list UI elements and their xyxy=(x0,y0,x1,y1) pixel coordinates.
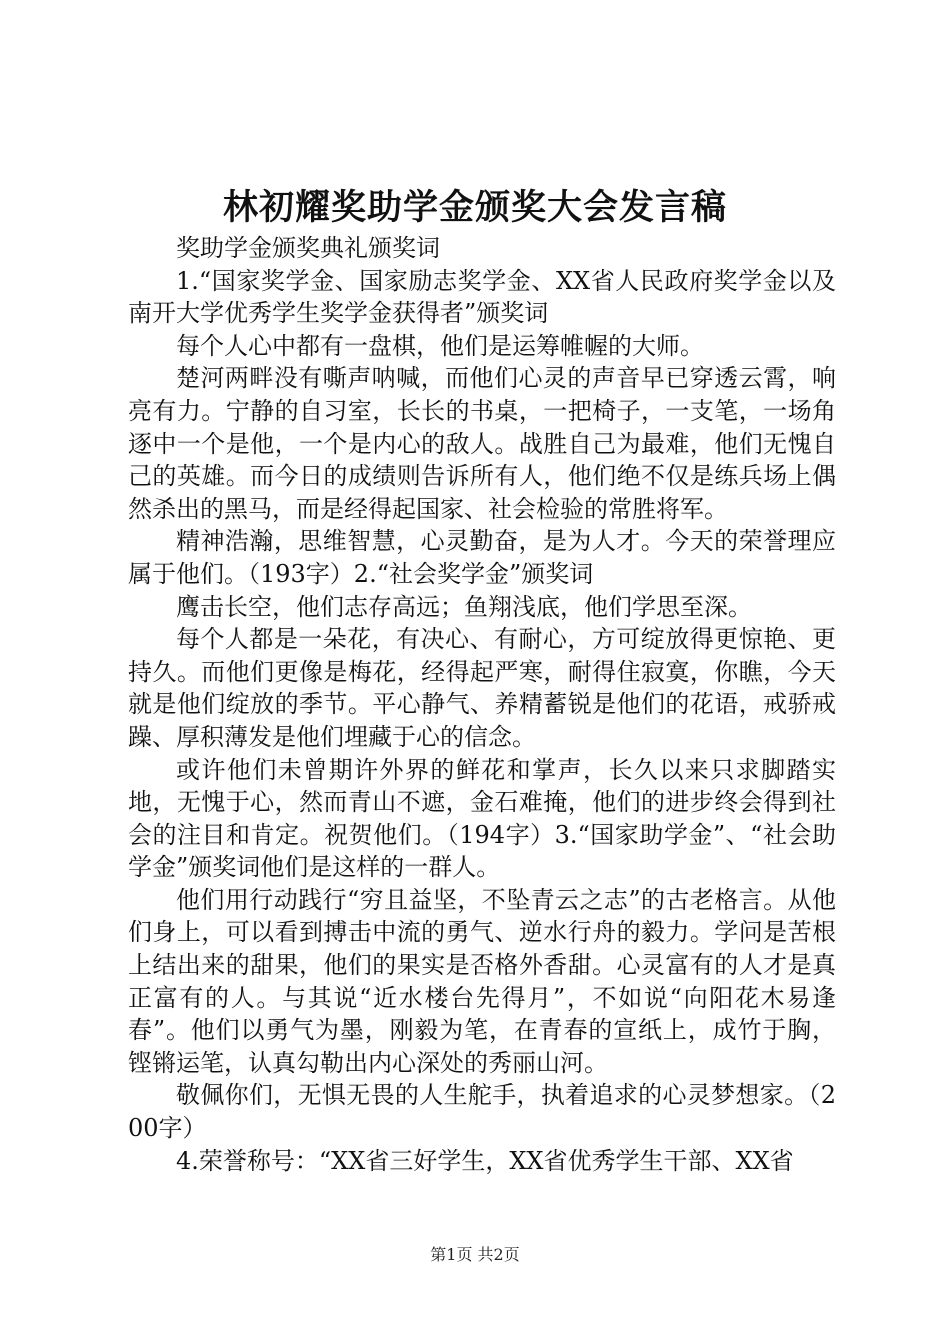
paragraph-award-4-heading: 4.荣誉称号：“XX省三好学生，XX省优秀学生干部、XX省 xyxy=(176,1146,794,1175)
paragraph: 鹰击长空，他们志存高远；鱼翔浅底，他们学思至深。 xyxy=(176,592,752,621)
paragraph: 每个人都是一朵花，有决心、有耐心，方可绽放得更惊艳、更持久。而他们更像是梅花，经得起严寒，耐得住寂寞，你瞧，今天就是他们绽放的季节。平心静气、养精蓄锐是他们的花语，戒骄戒躁、厚积薄发是他们埋藏于心的信念。 xyxy=(128,625,836,751)
paragraph: 他们用行动践行“穷且益坚，不坠青云之志”的古老格言。从他们身上，可以看到搏击中流的勇气、逆水行舟的毅力。学问是苦根上结出来的甜果，他们的果实是否格外香甜。心灵富有的人才是真正富有的人。与其说“近水楼台先得月”，不如说“向阳花木易逢春”。他们以勇气为墨，刚毅为笔，在青春的宣纸上，成竹于胸，铿锵运笔，认真勾勒出内心深处的秀丽山河。 xyxy=(128,885,836,1077)
paragraph: 敬佩你们，无惧无畏的人生舵手，执着追求的心灵梦想家。（200字） xyxy=(128,1081,836,1143)
paragraph: 楚河两畔没有嘶声呐喊，而他们心灵的声音早已穿透云霄，响亮有力。宁静的自习室，长长的书桌，一把椅子，一支笔，一场角逐中一个是他，一个是内心的敌人。战胜自己为最难，他们无愧自己的英雄。而今日的成绩则告诉所有人，他们绝不仅是练兵场上偶然杀出的黑马，而是经得起国家、社会检验的常胜将军。 xyxy=(128,364,836,523)
paragraph-award-1-heading: 1.“国家奖学金、国家励志奖学金、XX省人民政府奖学金以及南开大学优秀学生奖学金获得者”颁奖词 xyxy=(128,266,836,328)
paragraph: 每个人心中都有一盘棋，他们是运筹帷幄的大师。 xyxy=(176,331,704,360)
paragraph-heading: 奖助学金颁奖典礼颁奖词 xyxy=(176,234,440,262)
document-title: 林初耀奖助学金颁奖大会发言稿 xyxy=(222,187,727,228)
paragraph: 精神浩瀚，思维智慧，心灵勤奋，是为人才。今天的荣誉理应属于他们。（193字）2.“社会奖学金”颁奖词 xyxy=(128,527,836,588)
paragraph: 或许他们未曾期许外界的鲜花和掌声，长久以来只求脚踏实地，无愧于心，然而青山不遮，金石难掩，他们的进步终会得到社会的注目和肯定。祝贺他们。（194字）3.“国家助学金”、“社会助学金”颁奖词他们是这样的一群人。 xyxy=(128,755,836,882)
page-footer: 第1页 共2页 xyxy=(430,1245,520,1264)
document-body xyxy=(128,232,836,1177)
